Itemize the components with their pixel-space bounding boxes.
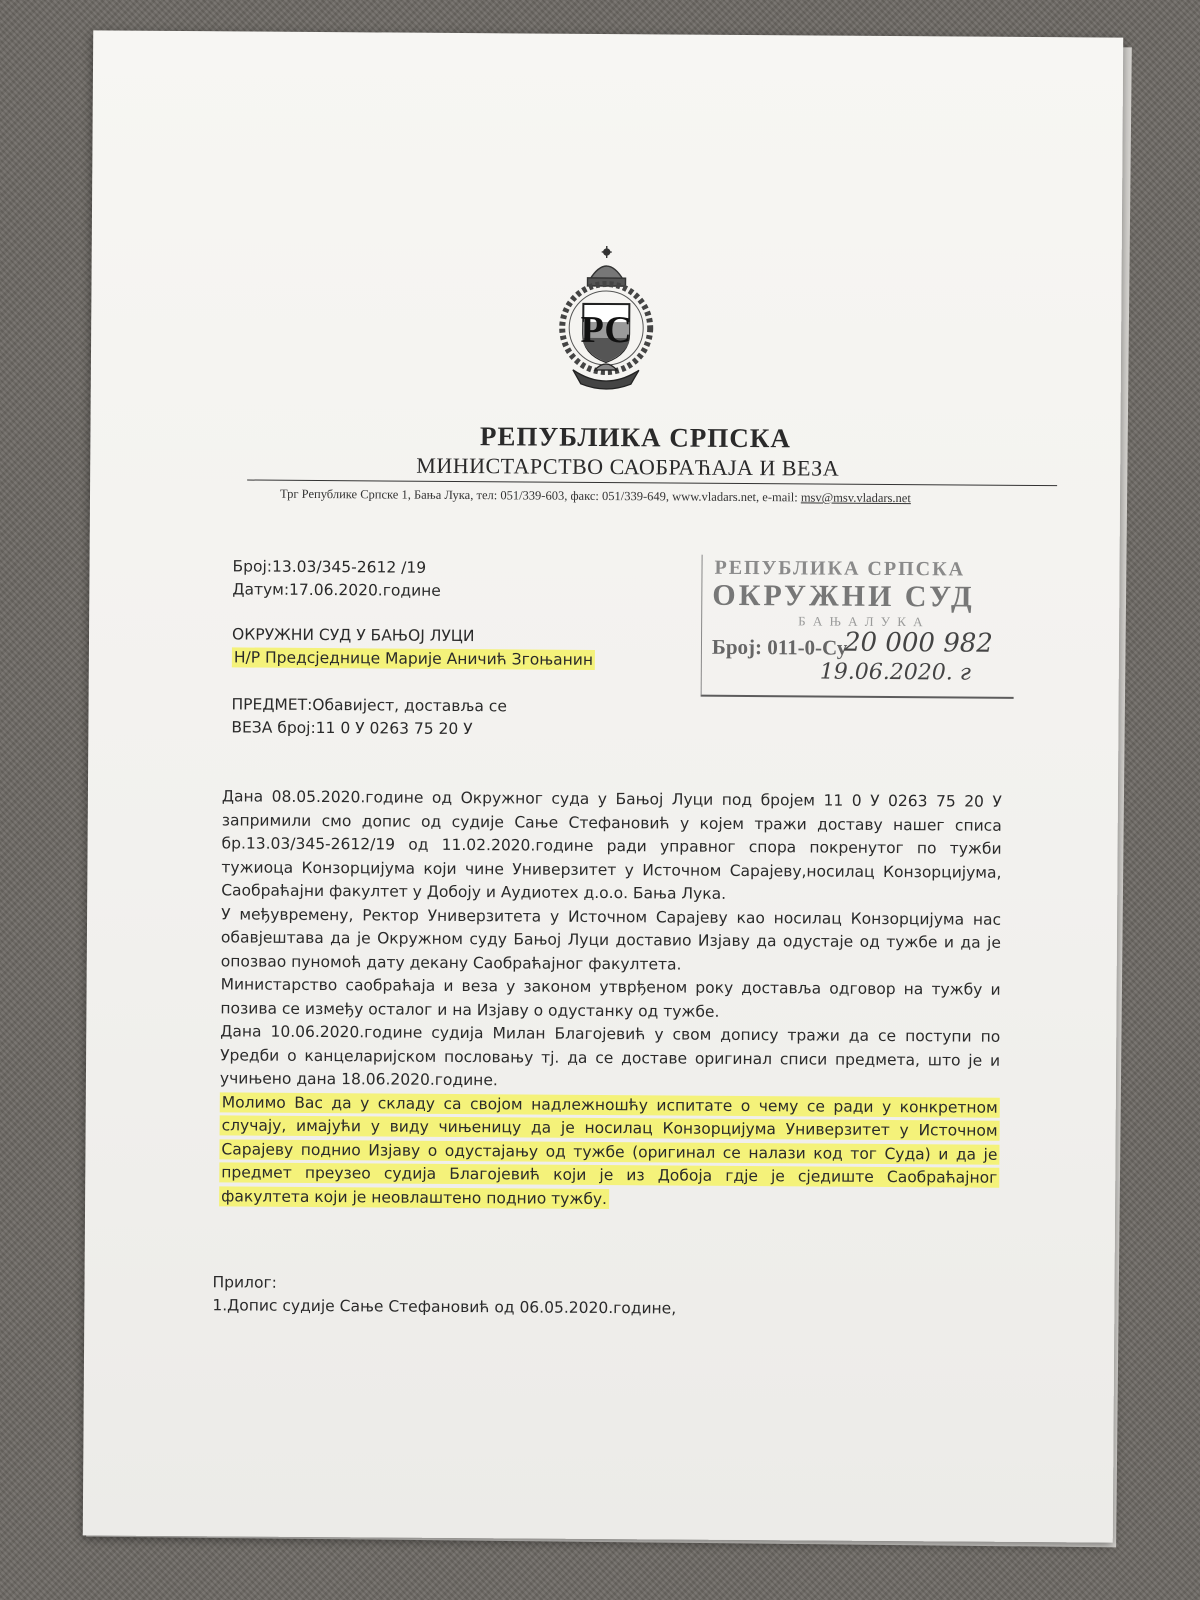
letterhead-contact — [280, 487, 1080, 508]
letterhead-country: РЕПУБЛИКА СРПСКА — [479, 421, 792, 454]
reference-line: ВЕЗА број:11 0 У 0263 75 20 У — [231, 718, 473, 739]
subject-line: ПРЕДМЕТ:Обавијест, доставља се — [231, 695, 507, 716]
stamp-number-label: Број: 011-0-Су — [711, 634, 848, 660]
coat-of-arms-crest-icon — [551, 242, 662, 395]
body-paragraph-2: У међувремену, Ректор Универзитета у Источном Сарајеву као носилац Конзорцијума нас обавјештава да је Окружном суду Бањој Луци доставио Изјаву да одустаје од тужбе и да је опозвао пуномоћ дату декану Саобраћајног факултета. — [220, 904, 1002, 974]
body-paragraph-1: Дана 08.05.2020.године од Окружног суда у Бањој Луци под бројем 11 0 У 0263 75 20 У запримили смо допис од судије Сање Стефановић у којем тражи доставу нашег списа бр.13.03/345-2612/19 од 11.02.2020.године ради управног спора покренутог по тужби тужиоца Конзорцијума који чине Универзитет у Источном Сарајеву,носилац Конзорцијума, Саобраћајни факултет у Добоју и Аудиотех д.о.о. Бања Лука. — [221, 787, 1002, 903]
contact-details: Трг Републике Српске 1, Бања Лука, тел: 051/339-603, факс: 051/339-649, www.vladars.net, e-mail: — [279, 486, 801, 505]
court-receipt-stamp — [701, 555, 1015, 699]
attachments-label: Прилог: — [212, 1273, 277, 1292]
recipient-block — [232, 623, 595, 672]
document-date: Датум:17.06.2020.године — [232, 580, 441, 600]
contact-email-link[interactable]: msv@msv.vladars.net — [800, 490, 911, 506]
stamp-number-handwritten: 20 000 982 — [843, 627, 993, 659]
stamp-line-1: РЕПУБЛИКА СРПСКА — [714, 556, 966, 581]
body-paragraph-3: Министарство саобраћаја и веза у законом утврђеном року доставља одговор на тужбу и позива се између осталог и на Изјаву о одустанку од тужбе. — [220, 975, 1001, 1021]
stamp-line-3: Б А Њ А Л У К А — [798, 613, 925, 630]
attachment-item: 1.Допис судије Сање Стефановић од 06.05.2020.године, — [212, 1296, 677, 1318]
document-meta — [232, 555, 441, 602]
crest-monogram: РС — [580, 308, 632, 352]
stamp-date-handwritten: 19.06.2020. г — [819, 659, 971, 686]
body-paragraph-highlighted: Молимо Вас да у складу са својом надлежношћу испитате о чему се ради у конкретном случају, имајући у виду чињеницу да је носилац Конзорцијума Универзитет у Источном Сарајеву поднио Изјаву о одустајању од тужбе (оригинал се налази код тог Суда) и да је предмет преузео судија Благојевић који је из Добоја гдје је сједиште Саобраћајног факултета који је неовлаштено поднио тужбу. — [219, 1092, 1000, 1209]
body-paragraph-4: Дана 10.06.2020.године судија Милан Благојевић у свом допису тражи да се поступи по Уредби о канцеларијском пословању тј. да се доставе оригинал списи предмета, што је и учињено дана 18.06.2020.године. — [219, 1022, 1001, 1090]
letterhead-ministry: МИНИСТАРСТВО САОБРАЋАЈА И ВЕЗА — [416, 452, 840, 481]
subject-block — [231, 693, 507, 741]
letter-body — [219, 785, 1002, 1213]
stamp-line-2: ОКРУЖНИ СУД — [712, 578, 975, 614]
recipient-attention: Н/Р Предсједнице Марије Аничић Згоњанин — [232, 647, 595, 670]
recipient-court: ОКРУЖНИ СУД У БАЊОЈ ЛУЦИ — [231, 625, 475, 646]
document-number: Број:13.03/345-2612 /19 — [232, 557, 427, 577]
attachments-block — [212, 1271, 676, 1320]
letter-page — [83, 30, 1123, 1542]
